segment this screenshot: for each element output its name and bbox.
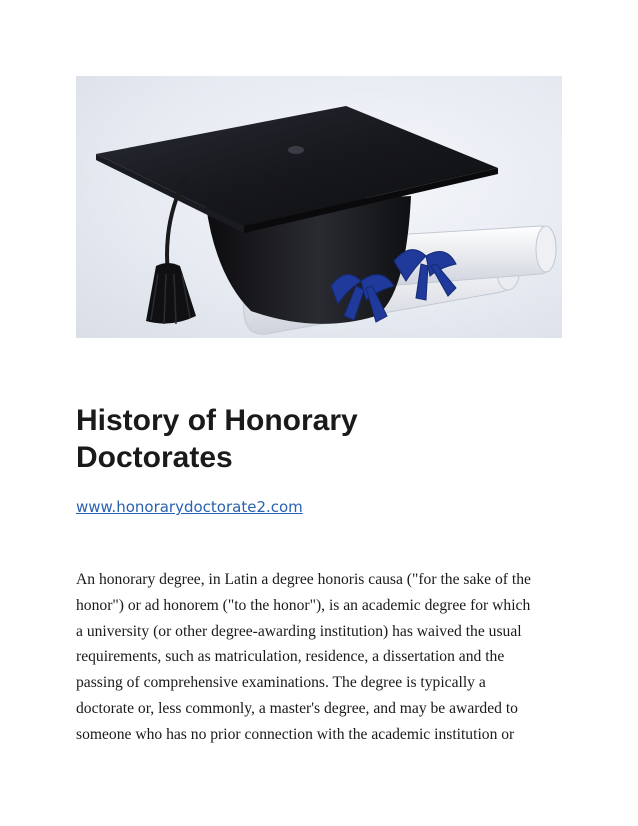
body-line: An honorary degree, in Latin a degree honoris causa ("for the sake of the	[76, 571, 531, 588]
page-title	[76, 402, 496, 476]
graduation-cap-diploma-image	[76, 76, 562, 338]
body-line: doctorate or, less commonly, a master's degree, and may be awarded to	[76, 699, 518, 717]
graduation-cap-icon	[76, 76, 562, 338]
body-line: honor") or ad honorem ("to the honor"), is an academic degree for which	[76, 596, 531, 614]
website-link[interactable]: www.honorarydoctorate2.com	[76, 498, 303, 516]
body-line: someone who has no prior connection with the academic institution or	[76, 725, 515, 743]
body-line: passing of comprehensive examinations. The degree is typically a	[76, 674, 486, 692]
body-paragraph	[76, 567, 576, 748]
body-line: a university (or other degree-awarding institution) has waived the usual	[76, 622, 522, 640]
title-line: Doctorates	[76, 441, 233, 474]
title-line: History of Honorary	[76, 404, 358, 437]
body-line: requirements, such as matriculation, residence, a dissertation and the	[76, 648, 505, 666]
